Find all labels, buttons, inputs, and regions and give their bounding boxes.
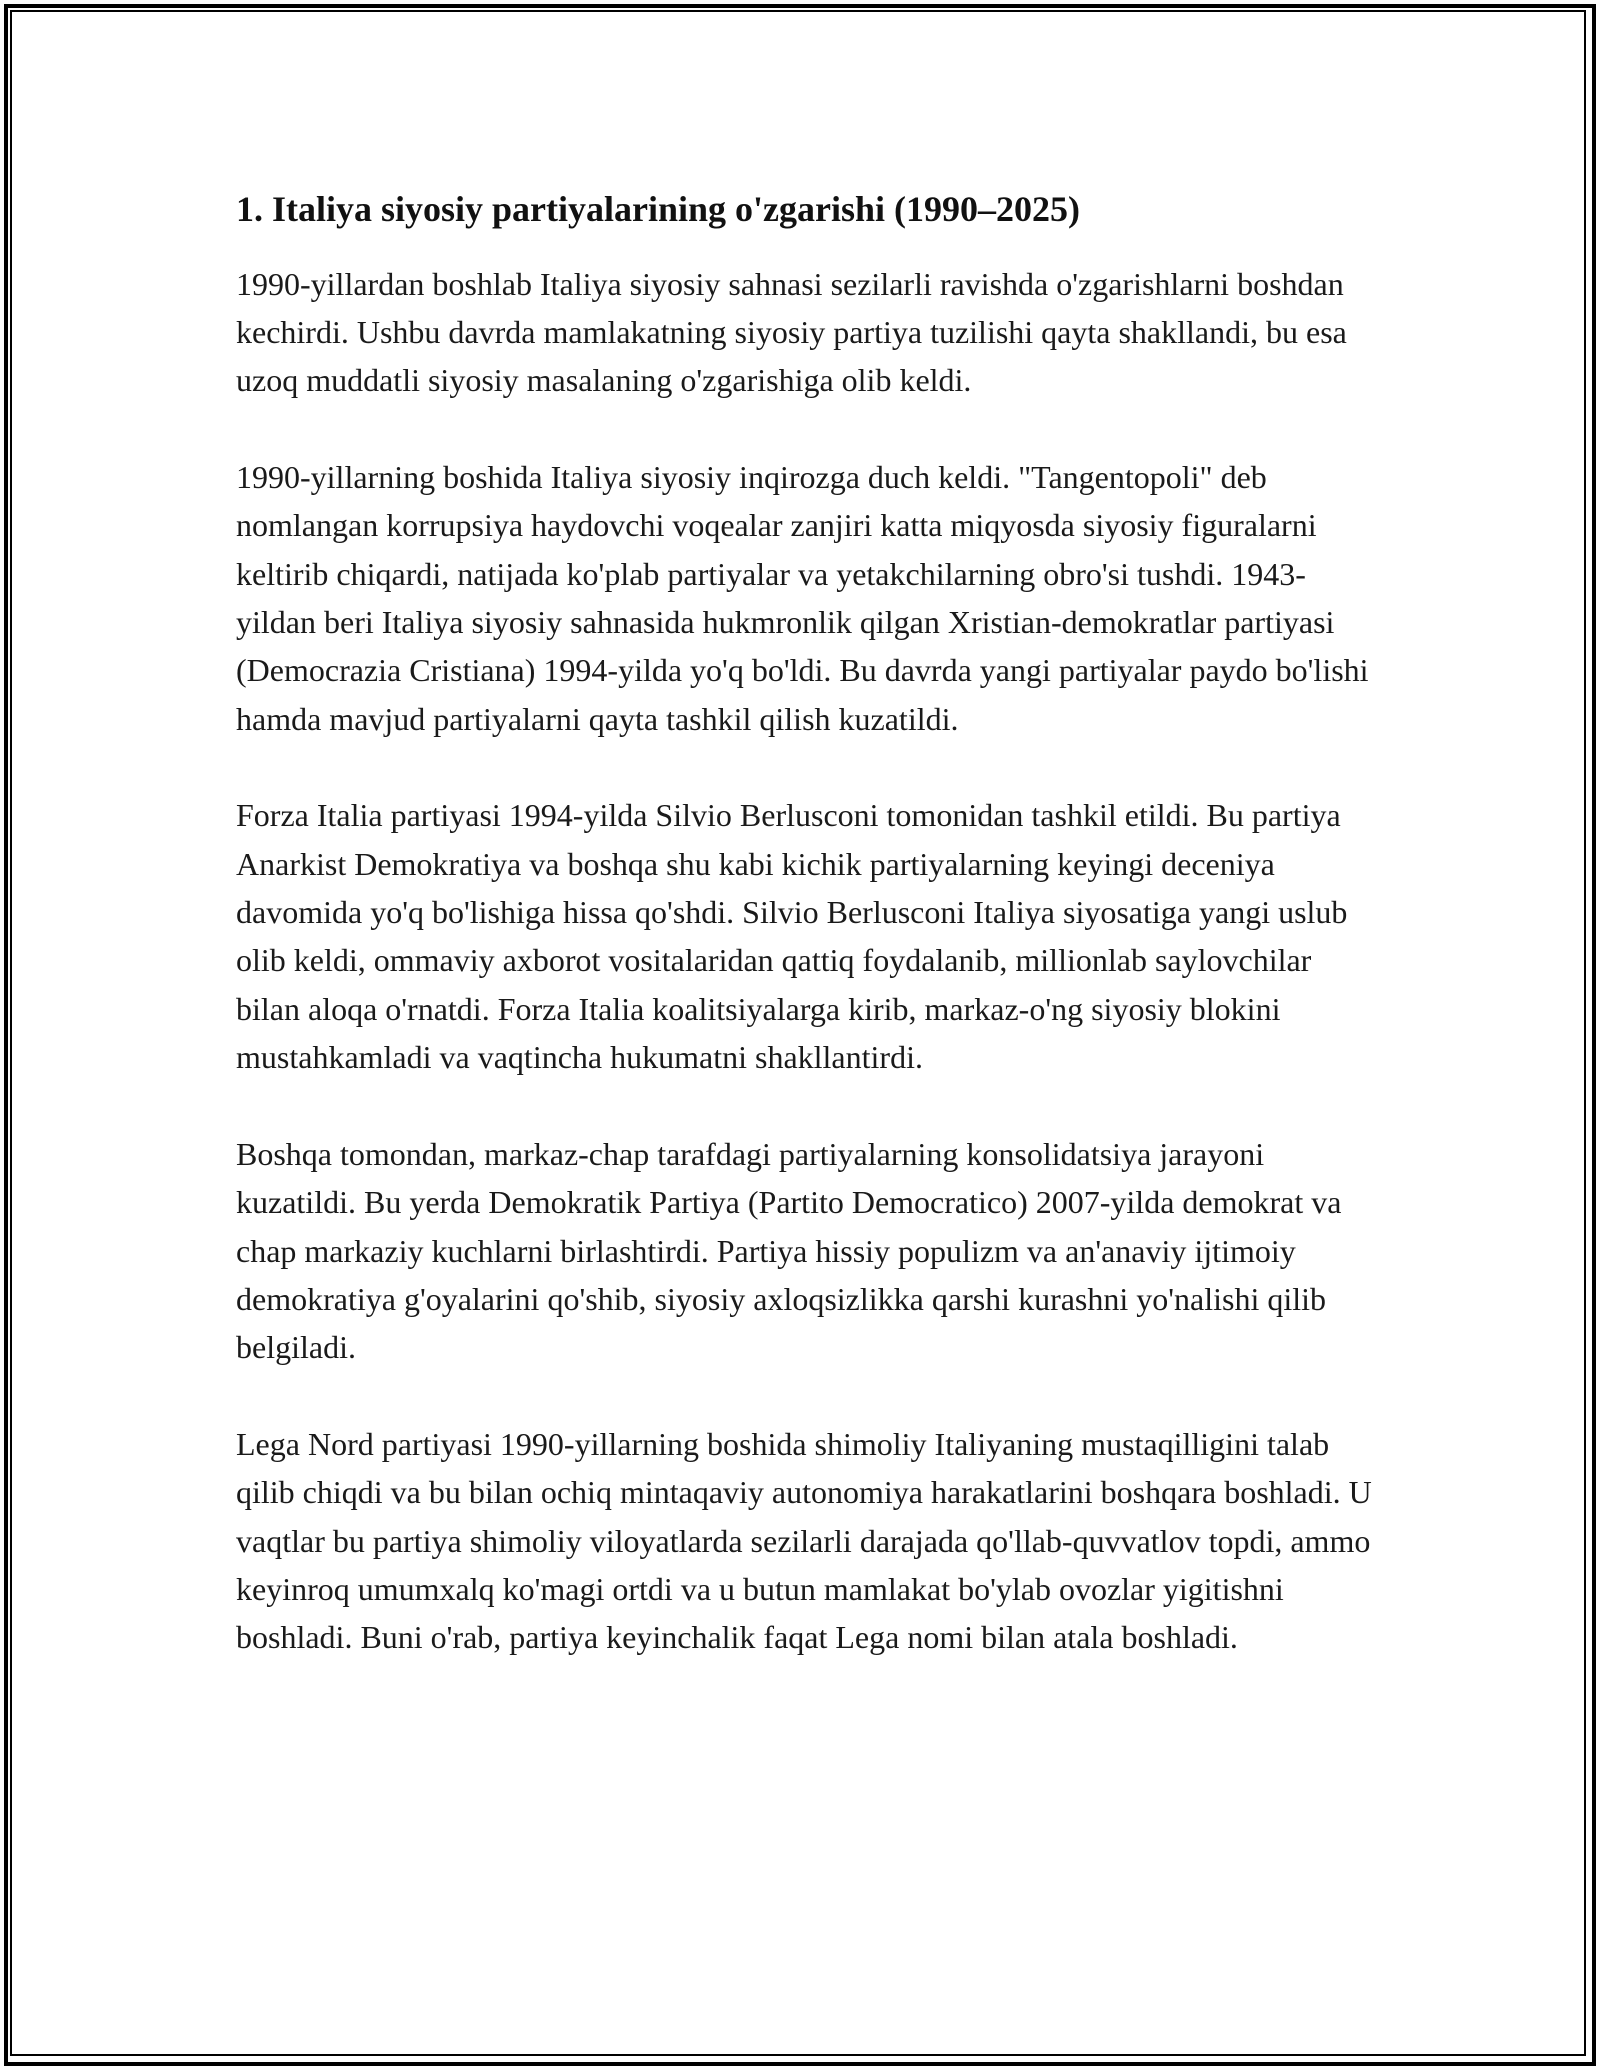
paragraph-partito-democratico: Boshqa tomondan, markaz-chap tarafdagi partiyalarning konsolidatsiya jarayoni kuzatildi. Bu yerda Demokratik Partiya (Partito Democratico) 2007-yilda demokrat va chap markaziy kuchlarni birlashtirdi. Partiya hissiy populizm va an'anaviy ijtimoiy demokratiya g'oyalarini qo'shib, siyosiy axloqsizlikka qarshi kurashni yo'nalishi qilib belgiladi. [236,1135,1342,1366]
paragraph-tangentopoli: 1990-yillarning boshida Italiya siyosiy inqirozga duch keldi. "Tangentopoli" deb nomlangan korrupsiya haydovchi voqealar zanjiri katta miqyosda siyosiy figuralarni keltirib chiqardi, natijada ko'plab partiyalar va yetakchilarning obro'si tushdi. 1943-yildan beri Italiya siyosiy sahnasida hukmronlik qilgan Xristian-demokratlar partiyasi (Democrazia Cristiana) 1994-yilda yo'q bo'ldi. Bu davrda yangi partiyalar paydo bo'lishi hamda mavjud partiyalarni qayta tashkil qilish kuzatildi. [236,458,1369,737]
paragraph-lega-nord: Lega Nord partiyasi 1990-yillarning boshida shimoliy Italiyaning mustaqilligini talab qilib chiqdi va bu bilan ochiq mintaqaviy autonomiya harakatlarini boshqara boshladi. U vaqtlar bu partiya shimoliy viloyatlarda sezilarli darajada qo'llab-quvvatlov topdi, ammo keyinroq umumxalq ko'magi ortdi va u butun mamlakat bo'ylab ovozlar yigitishni boshladi. Buni o'rab, partiya keyinchalik faqat Lega nomi bilan atala boshladi. [236,1425,1372,1656]
paragraph-intro: 1990-yillardan boshlab Italiya siyosiy sahnasi sezilarli ravishda o'zgarishlarni boshdan kechirdi. Ushbu davrda mamlakatning siyosiy partiya tuzilishi qayta shakllandi, bu esa uzoq muddatli siyosiy masalaning o'zgarishiga olib keldi. [236,265,1347,399]
document-body [236,185,1376,1710]
section-heading: 1. Italiya siyosiy partiyalarining o'zgarishi (1990–2025) [236,189,1081,229]
paragraph-forza-italia: Forza Italia partiyasi 1994-yilda Silvio Berlusconi tomonidan tashkil etildi. Bu partiya Anarkist Demokratiya va boshqa shu kabi kichik partiyalarning keyingi deceniya davomida yo'q bo'lishiga hissa qo'shdi. Silvio Berlusconi Italiya siyosatiga yangi uslub olib keldi, ommaviy axborot vositalaridan qattiq foydalanib, millionlab saylovchilar bilan aloqa o'rnatdi. Forza Italia koalitsiyalarga kirib, markaz-o'ng siyosiy blokini mustahkamladi va vaqtincha hukumatni shakllantirdi. [236,797,1348,1076]
